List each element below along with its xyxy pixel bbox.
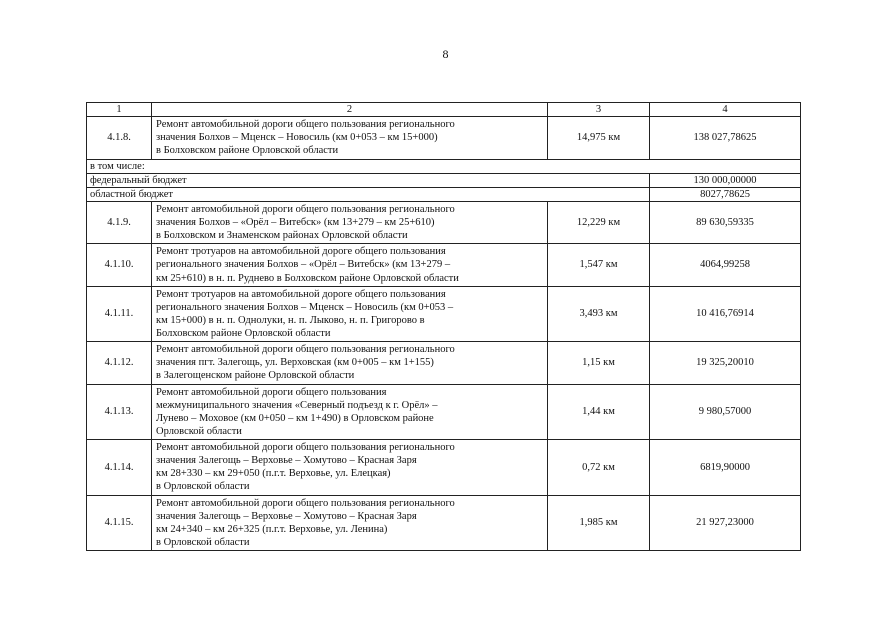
table-row: [87, 117, 801, 159]
description-line: км 28+330 – км 29+050 (п.г.т. Верховье, ул. Елецкая): [156, 468, 391, 480]
item-description: [152, 244, 548, 286]
budget-row: [87, 187, 801, 201]
description-line: Ремонт автомобильной дороги общего пользования регионального: [156, 203, 455, 215]
item-cost: 89 630,59335: [650, 201, 801, 243]
item-number: 4.1.12.: [87, 342, 152, 384]
item-length: 1,547 км: [548, 244, 650, 286]
description-line: Ремонт автомобильной дороги общего пользования регионального: [156, 119, 455, 131]
budget-amount: 130 000,00000: [650, 173, 801, 187]
item-length: 3,493 км: [548, 286, 650, 342]
description-line: Ремонт автомобильной дороги общего пользования регионального: [156, 344, 455, 356]
note-text: в том числе:: [87, 159, 801, 173]
item-cost: 6819,90000: [650, 440, 801, 496]
description-line: в Болховском районе Орловской области: [156, 145, 339, 157]
item-description: [152, 342, 548, 384]
item-description: [152, 286, 548, 342]
description-line: Ремонт тротуаров на автомобильной дороге общего пользования: [156, 288, 446, 300]
table-row: [87, 244, 801, 286]
description-line: Орловской области: [156, 425, 242, 437]
header-cell: 4: [650, 103, 801, 117]
item-cost: 9 980,57000: [650, 384, 801, 440]
description-line: значения Болхов – «Орёл – Витебск» (км 13+279 – км 25+610): [156, 217, 435, 228]
description-line: км 15+000) в н. п. Однолуки, н. п. Лыково, н. п. Григорово в: [156, 314, 425, 326]
item-number: 4.1.13.: [87, 384, 152, 440]
budget-label: областной бюджет: [87, 187, 650, 201]
description-line: в Болховском и Знаменском районах Орловской области: [156, 230, 408, 242]
item-description: [152, 440, 548, 496]
table-row: [87, 495, 801, 551]
budget-row: [87, 173, 801, 187]
description-line: значения Болхов – Мценск – Новосиль (км 0+053 – км 15+000): [156, 132, 438, 144]
description-line: в Орловской области: [156, 481, 250, 493]
description-line: значения Залегощь – Верховье – Хомутово – Красная Заря: [156, 510, 417, 522]
item-cost: 21 927,23000: [650, 495, 801, 551]
description-line: Лунево – Моховое (км 0+050 – км 1+490) в Орловском районе: [156, 412, 434, 424]
description-line: регионального значения Болхов – «Орёл – Витебск» (км 13+279 –: [156, 259, 451, 271]
description-line: в Залегощенском районе Орловской области: [156, 370, 355, 382]
item-length: 1,15 км: [548, 342, 650, 384]
item-number: 4.1.15.: [87, 495, 152, 551]
item-cost: 138 027,78625: [650, 117, 801, 159]
item-number: 4.1.11.: [87, 286, 152, 342]
table-row: [87, 286, 801, 342]
budget-label: федеральный бюджет: [87, 173, 650, 187]
header-cell: 2: [152, 103, 548, 117]
budget-amount: 8027,78625: [650, 187, 801, 201]
road-repair-table: [86, 102, 801, 551]
item-length: 1,44 км: [548, 384, 650, 440]
item-length: 1,985 км: [548, 495, 650, 551]
description-line: в Орловской области: [156, 536, 250, 548]
table-body: [87, 103, 801, 551]
description-line: Ремонт автомобильной дороги общего пользования: [156, 386, 387, 398]
item-number: 4.1.9.: [87, 201, 152, 243]
item-description: [152, 117, 548, 159]
item-cost: 10 416,76914: [650, 286, 801, 342]
table-row: [87, 342, 801, 384]
item-description: [152, 384, 548, 440]
description-line: значения пгт. Залегощь, ул. Верховская (км 0+005 – км 1+155): [156, 357, 434, 369]
description-line: Болховском районе Орловской области: [156, 328, 331, 339]
item-cost: 4064,99258: [650, 244, 801, 286]
table-header-row: [87, 103, 801, 117]
description-line: регионального значения Болхов – Мценск – Новосиль (км 0+053 –: [156, 301, 454, 313]
description-line: км 24+340 – км 26+325 (п.г.т. Верховье, ул. Ленина): [156, 523, 388, 535]
header-cell: 1: [87, 103, 152, 117]
item-cost: 19 325,20010: [650, 342, 801, 384]
item-number: 4.1.10.: [87, 244, 152, 286]
description-line: км 25+610) в н. п. Руднево в Болховском районе Орловской области: [156, 272, 459, 284]
description-line: Ремонт автомобильной дороги общего пользования регионального: [156, 442, 455, 453]
item-length: 12,229 км: [548, 201, 650, 243]
description-line: межмуниципального значения «Северный подъезд к г. Орёл» –: [156, 399, 438, 411]
page-number: 8: [442, 47, 449, 61]
table-row: [87, 384, 801, 440]
header-cell: 3: [548, 103, 650, 117]
item-length: 14,975 км: [548, 117, 650, 159]
item-length: 0,72 км: [548, 440, 650, 496]
table-row: [87, 201, 801, 243]
item-number: 4.1.14.: [87, 440, 152, 496]
table-row: [87, 440, 801, 496]
note-row: [87, 159, 801, 173]
description-line: Ремонт тротуаров на автомобильной дороге общего пользования: [156, 246, 446, 258]
item-description: [152, 201, 548, 243]
description-line: значения Залегощь – Верховье – Хомутово – Красная Заря: [156, 455, 417, 467]
item-description: [152, 495, 548, 551]
item-number: 4.1.8.: [87, 117, 152, 159]
description-line: Ремонт автомобильной дороги общего пользования регионального: [156, 497, 455, 509]
